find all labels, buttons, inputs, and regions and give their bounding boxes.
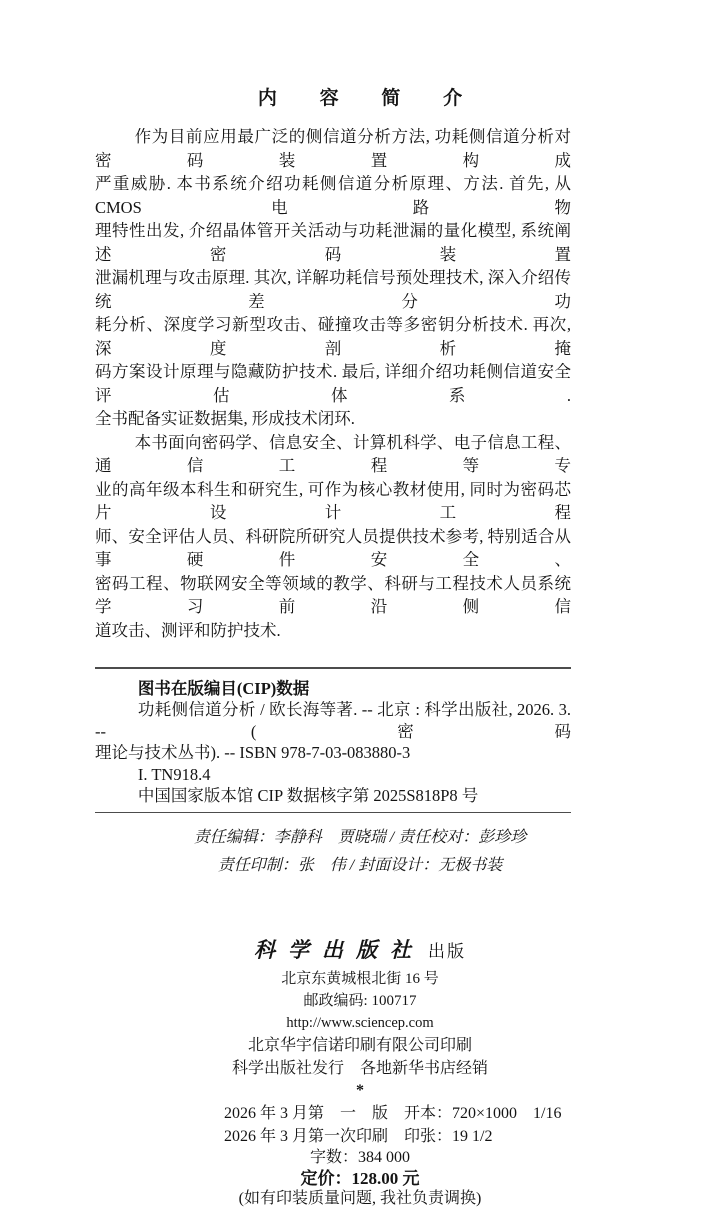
cip-header: 图书在版编目(CIP)数据	[137, 678, 310, 698]
intro-p2-line: 本书面向密码学、信息安全、计算机科学、电子信息工程、通信工程等专	[95, 432, 571, 475]
intro-paragraph-2	[95, 431, 571, 643]
science-press-logo: 科学出版社	[254, 938, 424, 962]
impression-line: 2026 年 3 月第一次印刷 印张：19 1/2	[224, 1128, 493, 1145]
intro-p1-line: 理特性出发, 介绍晶体管开关活动与功耗泄漏的量化模型, 系统阐述密码装置	[95, 221, 571, 264]
intro-p2-line: 密码工程、物联网安全等领域的教学、科研与工程技术人员系统学习前沿侧信	[95, 573, 571, 616]
publisher-address: 北京东黄城根北街 16 号	[281, 971, 439, 987]
cip-data-block	[95, 678, 571, 807]
edition-line: 2026 年 3 月第 一 版 开本：720×1000 1/16	[224, 1105, 562, 1122]
publisher-postcode: 邮政编码: 100717	[303, 993, 417, 1009]
publish-label: 出版	[428, 942, 466, 961]
intro-p1-line: 严重威胁. 本书系统介绍功耗侧信道分析原理、方法. 首先, 从 CMOS 电路物	[95, 174, 571, 217]
price-line: 定价：128.00 元	[300, 1169, 420, 1188]
divider-rule-bottom	[95, 812, 571, 814]
edition-info-block	[224, 1102, 720, 1148]
intro-p1-line: 作为目前应用最广泛的侧信道分析方法, 功耗侧信道分析对密码装置构成	[95, 127, 571, 170]
publisher-logo-line	[0, 935, 720, 968]
quality-notice-line: (如有印装质量问题, 我社负责调换)	[238, 1190, 482, 1207]
intro-p1-line: 耗分析、深度学习新型攻击、碰撞攻击等多密钥分析技术. 再次, 深度剖析掩	[95, 315, 571, 358]
intro-p2-line: 师、安全评估人员、科研院所研究人员提供技术参考, 特别适合从事硬件安全、	[95, 526, 571, 569]
intro-p2-line: 业的高年级本科生和研究生, 可作为核心教材使用, 同时为密码芯片设计工程	[95, 479, 571, 522]
page-title: 内 容 简 介	[257, 88, 482, 109]
staff-credits	[0, 824, 720, 880]
intro-paragraph-1	[95, 125, 571, 431]
editors-line: 责任编辑：李静科 贾晓瑞 / 责任校对：彭珍珍	[193, 829, 527, 846]
cip-line: 功耗侧信道分析 / 欧长海等著. -- 北京 : 科学出版社, 2026. 3. -- (密码	[95, 700, 571, 741]
printing-design-line: 责任印制：张 伟 / 封面设计：无极书装	[217, 857, 503, 874]
asterisk-divider: *	[356, 1082, 364, 1099]
intro-p2-line: 道攻击、测评和防护技术.	[95, 620, 281, 640]
printer-line: 北京华宇信诺印刷有限公司印刷	[247, 1037, 472, 1054]
intro-p1-line: 全书配备实证数据集, 形成技术闭环.	[95, 409, 355, 428]
cip-registration-number: 中国国家版本馆 CIP 数据核字第 2025S818P8 号	[137, 786, 479, 805]
intro-p1-line: 泄漏机理与攻击原理. 其次, 详解功耗信号预处理技术, 深入介绍传统差分功	[95, 268, 571, 311]
distribution-line: 科学出版社发行 各地新华书店经销	[231, 1060, 488, 1077]
publisher-block	[0, 935, 720, 1100]
intro-p1-line: 码方案设计原理与隐藏防护技术. 最后, 详细介绍功耗侧信道安全评估体系.	[95, 362, 571, 405]
word-count-line: 字数：384 000	[309, 1149, 410, 1166]
price-block	[0, 1148, 720, 1209]
divider-rule-top	[95, 667, 571, 669]
text-column	[95, 125, 571, 813]
cip-line: 理论与技术丛书). -- ISBN 978-7-03-083880-3	[95, 743, 411, 762]
cip-classification: I. TN918.4	[137, 764, 211, 784]
publisher-website: http://www.sciencep.com	[286, 1015, 434, 1031]
